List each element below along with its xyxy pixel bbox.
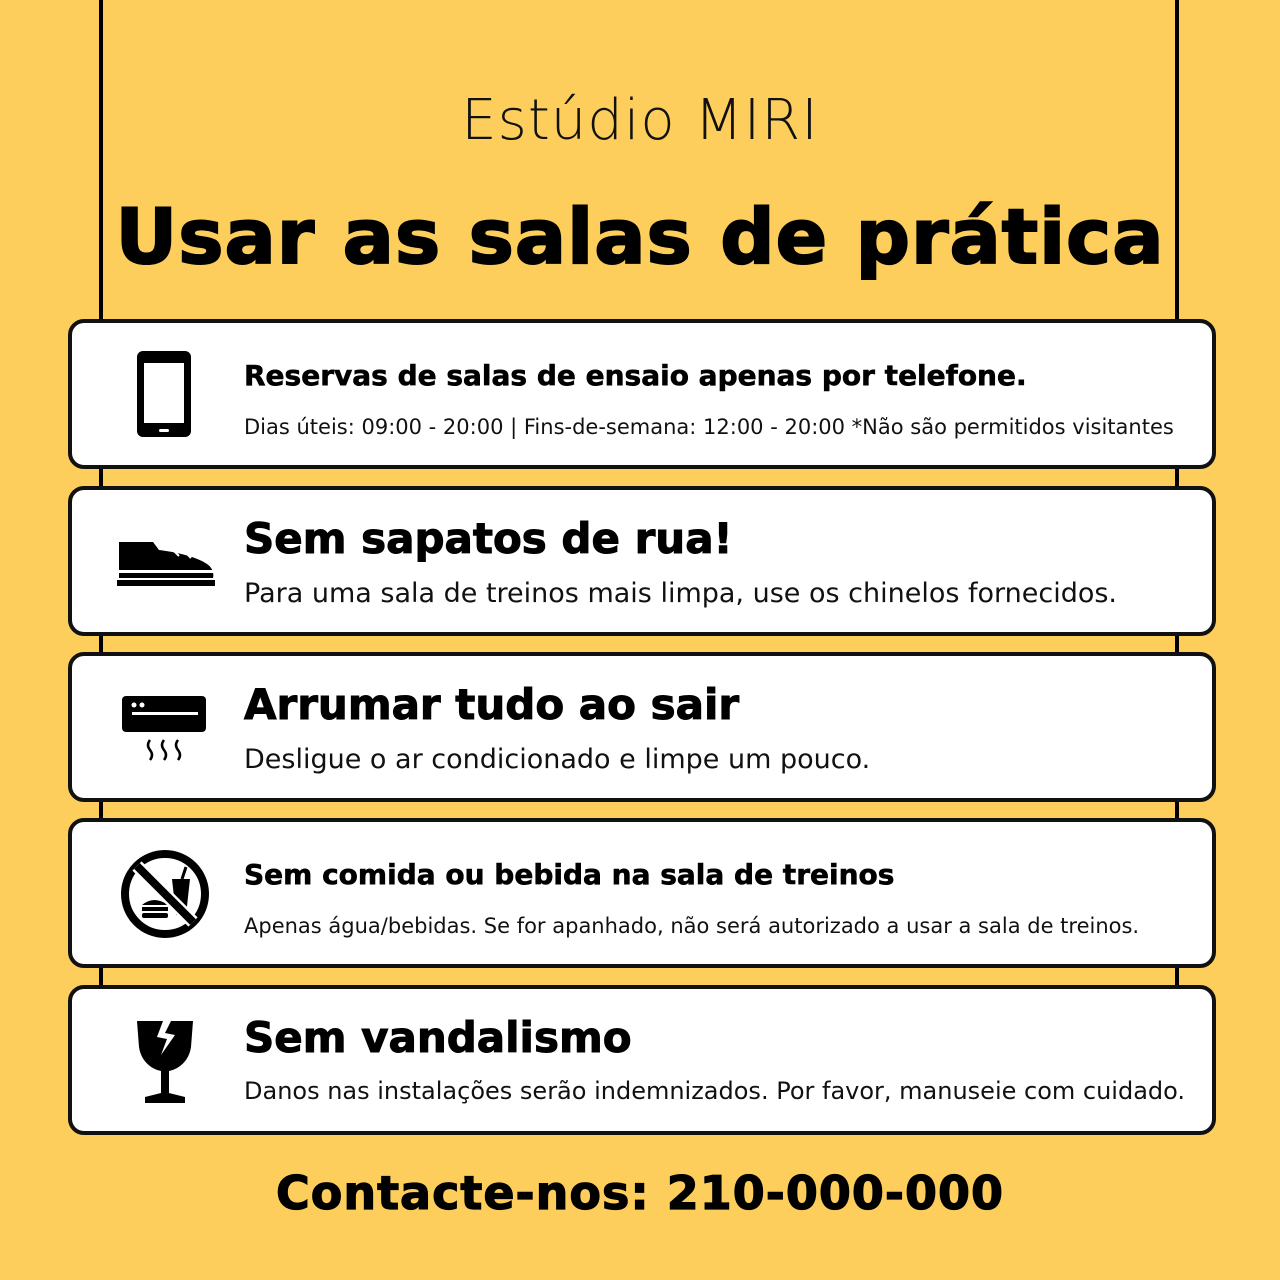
air-conditioner-icon bbox=[110, 678, 220, 778]
broken-glass-icon bbox=[110, 1011, 220, 1111]
rule-heading: Arrumar tudo ao sair bbox=[244, 680, 740, 729]
page-title: Usar as salas de prática bbox=[115, 192, 1165, 281]
rule-card-phone-booking bbox=[68, 319, 1216, 469]
rule-description: Desligue o ar condicionado e limpe um pouco. bbox=[244, 744, 871, 775]
rule-card-tidy-up bbox=[68, 652, 1216, 802]
rule-heading: Sem sapatos de rua! bbox=[244, 514, 733, 563]
no-food-drink-icon bbox=[110, 844, 220, 944]
rule-description: Para uma sala de treinos mais limpa, use os chinelos fornecidos. bbox=[244, 578, 1118, 609]
smartphone-icon bbox=[110, 345, 220, 445]
rule-card-no-food bbox=[68, 818, 1216, 968]
contact-phone: Contacte-nos: 210-000-000 bbox=[275, 1166, 1005, 1220]
rule-heading: Sem vandalismo bbox=[244, 1013, 632, 1062]
rule-card-no-shoes bbox=[68, 486, 1216, 636]
rule-description: Apenas água/bebidas. Se for apanhado, não será autorizado a usar a sala de treinos. bbox=[244, 914, 1140, 938]
rule-description: Danos nas instalações serão indemnizados. Por favor, manuseie com cuidado. bbox=[244, 1077, 1186, 1105]
shoe-icon bbox=[110, 512, 220, 612]
rule-heading: Sem comida ou bebida na sala de treinos bbox=[244, 858, 895, 891]
rule-description: Dias úteis: 09:00 - 20:00 | Fins-de-semana: 12:00 - 20:00 *Não são permitidos visitantes bbox=[244, 415, 1174, 439]
rule-heading: Reservas de salas de ensaio apenas por telefone. bbox=[244, 359, 1027, 392]
rule-card-no-vandalism bbox=[68, 985, 1216, 1135]
studio-name: Estúdio MIRI bbox=[461, 88, 819, 153]
